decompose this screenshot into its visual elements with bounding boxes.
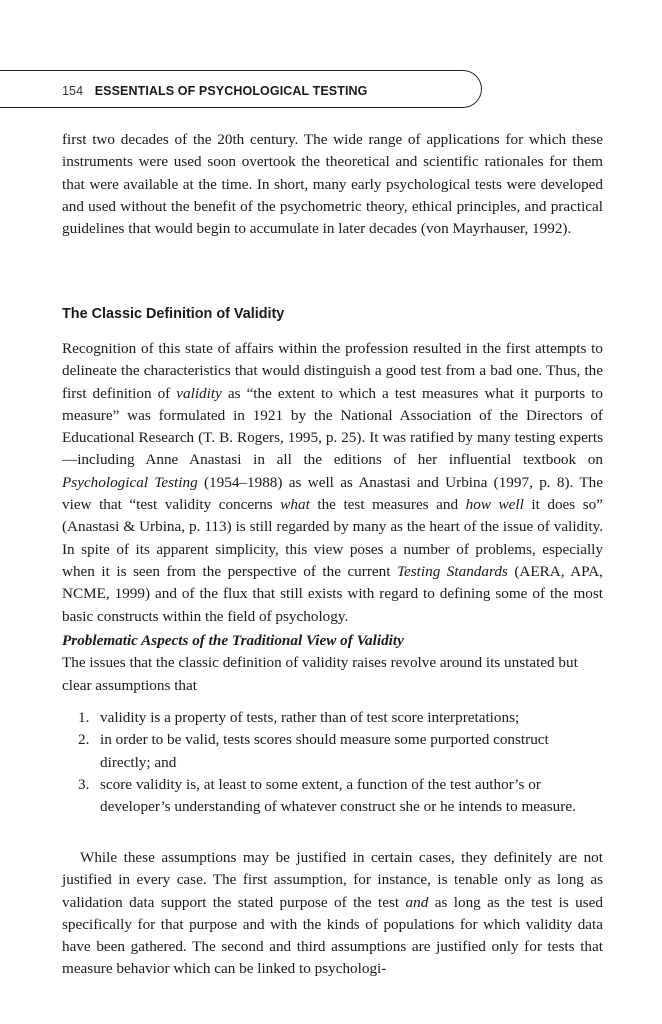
list-item (78, 707, 603, 729)
list-item-text: in order to be valid, tests scores should measure some purported construct directly; and (100, 731, 549, 771)
list-item-text: validity is a property of tests, rather than of test score interpretations; (100, 709, 520, 726)
text-run: the test measures and (309, 496, 466, 514)
body-paragraph-3 (62, 630, 603, 697)
italic-title: Testing Standards (396, 562, 508, 580)
paragraph-text: first two decades of the 20th century. The wide range of applications for which these instruments were used soon overtook the theoretical and scientific rationales for them that were available at the time. In short, many early psychological tests were developed and used without the benefit of the psychometric theory, ethical principles, and practical guidelines that would begin to accumulate in later decades (von Mayrhauser, 1992). (62, 131, 603, 238)
numbered-list (78, 707, 603, 818)
italic-term: validity (176, 384, 222, 402)
subheading: Problematic Aspects of the Traditional View of Validity (62, 632, 404, 649)
body-paragraph-4 (62, 847, 603, 981)
italic-title: Psychological Testing (62, 473, 198, 491)
text-run: While these assumptions may be justified in certain cases, they definitely are not justified in every case. The first assumption, for instance, is tenable only as long as validation data support the stated purpose of the test (62, 849, 603, 911)
section-heading: The Classic Definition of Validity (62, 306, 285, 322)
list-item (78, 729, 603, 774)
body-paragraph-1 (62, 129, 603, 240)
list-item-text: score validity is, at least to some extent, a function of the test author’s or developer’s understanding of whatever construct she or he intends to measure. (100, 775, 576, 816)
paragraph-text (62, 847, 603, 981)
list-item (78, 774, 603, 819)
italic-word: what (280, 496, 310, 514)
text-run: it does so” (Anastasi & Urbina, p. 113) is still regarded by many as the heart of the issue of validity. In spite of its apparent simplicity, this view poses a number of problems, especially when it is seen from the perspective of the current (62, 496, 603, 580)
paragraph-text (62, 338, 603, 628)
running-header (62, 84, 367, 98)
text-run: (AERA, APA, NCME, 1999) and of the flux that still exists with regard to defining some of the most basic constructs within the field of psychology. (62, 562, 603, 625)
page-number: 154 (62, 84, 84, 98)
list-marker: 3. (78, 775, 90, 793)
text-run: as “the extent to which a test measures what it purports to measure” was formulated in 1921 by the National Association of the Directors of Educational Research (T. B. Rogers, 1995, p. 25). It was ratified by many testing experts—including Anne Anastasi in all the editions of her influential textbook on (62, 384, 603, 469)
body-paragraph-2 (62, 338, 603, 628)
paragraph-text: The issues that the classic definition of validity raises revolve around its unstated but clear assumptions that (62, 654, 578, 694)
italic-word: and (405, 893, 429, 911)
list-marker: 2. (78, 731, 90, 749)
text-run: as long as the test is used specifically for that purpose and with the kinds of populations for which validity data have been gathered. The second and third assumptions are justified only for tests that measure behavior which can be linked to psychologi- (62, 893, 604, 978)
text-run: Recognition of this state of affairs within the profession resulted in the first attempts to delineate the characteristics that would distinguish a good test from a bad one. Thus, the first definition of (62, 340, 603, 402)
running-head-title: ESSENTIALS OF PSYCHOLOGICAL TESTING (94, 84, 368, 98)
italic-word: how well (465, 496, 524, 514)
list-marker: 1. (78, 709, 90, 726)
text-run: (1954–1988) as well as Anastasi and Urbina (1997, p. 8). The view that “test validity concerns (62, 473, 603, 514)
